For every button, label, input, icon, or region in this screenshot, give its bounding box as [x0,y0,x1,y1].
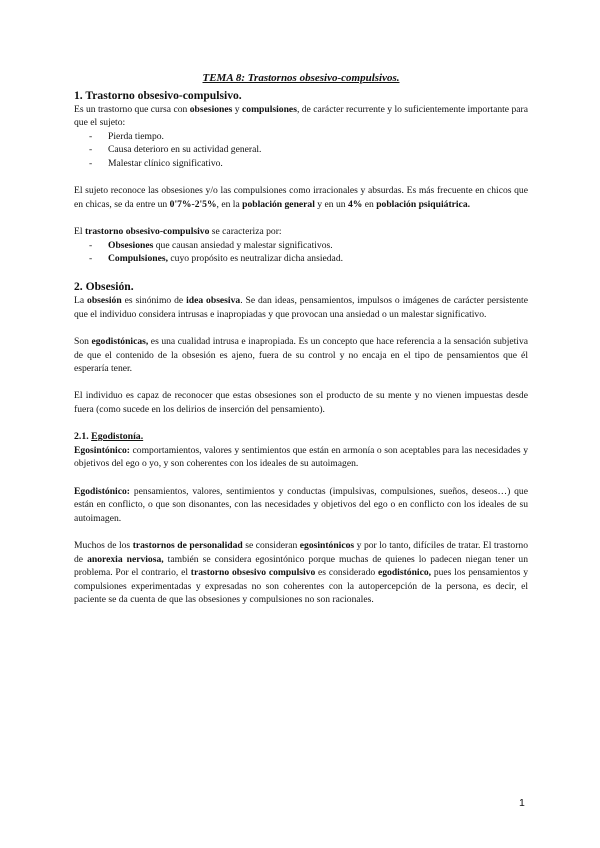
list-item: - Obsesiones que causan ansiedad y malestar significativos. [89,239,528,253]
section-2-heading: 2. Obsesión. [74,280,134,294]
s1-list-characteristics [74,239,528,266]
s1-paragraph-2: El sujeto reconoce las obsesiones y/o las compulsiones como irracionales y absurdas. Es más frecuente en chicos que en chicas, se da entre un 0'7%-2'5%, en la población general y en un 4% en población psiquiátrica. [74,185,528,210]
s2-paragraph-3: El individuo es capaz de reconocer que estas obsesiones son el producto de su mente y no vienen impuestas desde fuera (como sucede en los delirios de inserción del pensamiento). [74,390,528,416]
s1-paragraph-1: Es un trastorno que cursa con obsesiones y compulsiones, de carácter recurrente y lo suficientemente importante para que el sujeto: [74,103,528,129]
s21-paragraph-2: Egodistónico: pensamientos, valores, sentimientos y conductas (impulsivas, compulsiones, sueños, deseos…) que están en conflicto, o que son disonantes, con las necesidades y objetivos del ego o en conflicto con los ideales de su autoimagen. [74,485,528,524]
section-2-1-heading: 2.1. Egodistonía. [74,431,144,443]
page-content [74,72,528,607]
s2-paragraph-1: La obsesión es sinónimo de idea obsesiva. Se dan ideas, pensamientos, impulsos o imágenes de carácter persistente que el individuo considera intrusas e inapropiadas y que provocan una ansiedad o un malestar significativo. [74,295,528,320]
s21-paragraph-1: Egosintónico: comportamientos, valores y sentimientos que están en armonía o son aceptables para las necesidades y objetivos del ego o yo, y son coherentes con los ideales de su autoimagen. [74,444,528,470]
list-item: - Causa deterioro en su actividad general. [89,143,528,157]
s2-paragraph-2: Son egodistónicas, es una cualidad intrusa e inapropiada. Es un concepto que hace referencia a la sensación subjetiva de que el contenido de la obsesión es ajeno, fuera de su control y no encaja en el tipo de pensamientos que él esperaría tener. [74,336,529,375]
list-item: - Pierda tiempo. [89,130,528,144]
s1-paragraph-3: El trastorno obsesivo-compulsivo se caracteriza por: [74,225,282,237]
section-1-heading: 1. Trastorno obsesivo-compulsivo. [74,88,242,102]
list-item: - Compulsiones, cuyo propósito es neutralizar dicha ansiedad. [89,252,528,266]
s1-list-effects [74,130,528,171]
list-item: - Malestar clínico significativo. [89,157,528,171]
s21-paragraph-3: Muchos de los trastornos de personalidad se consideran egosintónicos y por lo tanto, difíciles de tratar. El trastorno de anorexia nerviosa, también se considera egosintónico porque muchas de quienes lo padecen niegan tener un problema. Por el contrario, el trastorno obsesivo compulsivo es considerado egodistónico, pues los pensamientos y compulsiones experimentadas y expresadas no son coherentes con la autopercepción de la persona, es decir, el paciente se da cuenta de que las obsesiones y compulsiones no son racionales. [74,540,529,606]
document-title: TEMA 8: Trastornos obsesivo-compulsivos. [202,72,400,84]
page-number: 1 [519,797,525,809]
